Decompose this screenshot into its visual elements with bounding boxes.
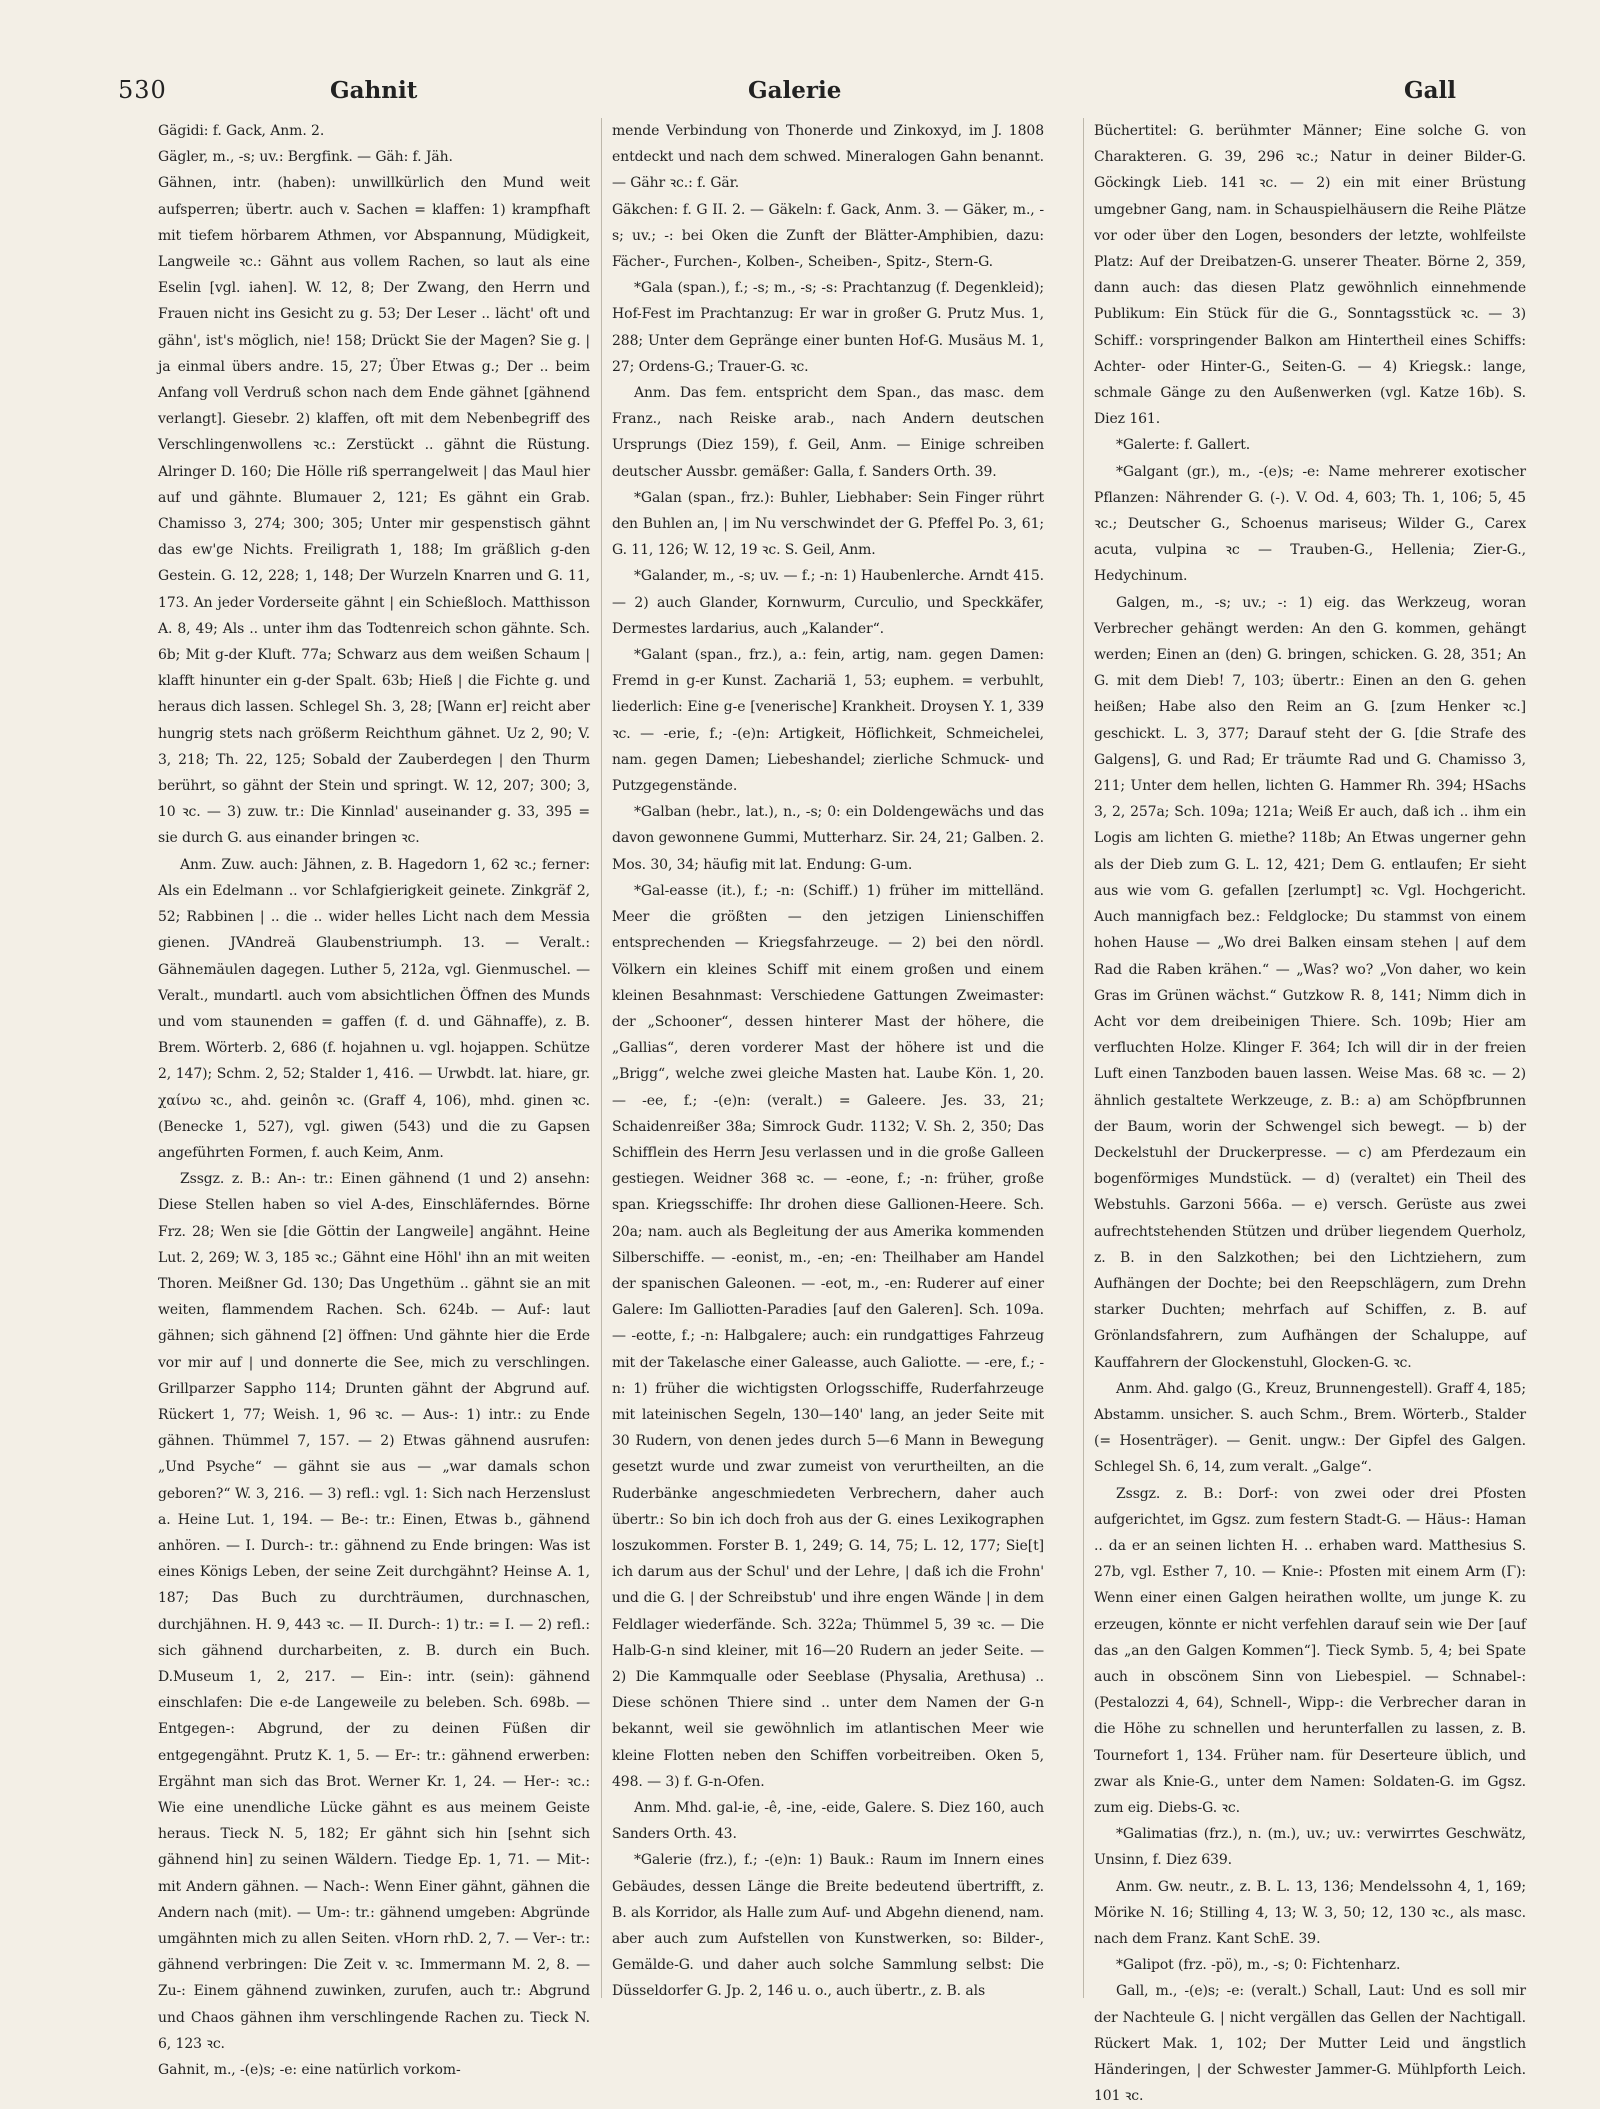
entry-note: Anm. Ahd. galgo (G., Kreuz, Brunnengestell). Graff 4, 185; Abstamm. unsicher. S. auch Schm., Brem. Wörterb., Stalder (= Hosenträger). — Genit. ungw.: Der Gipfel des Galgen. Schlegel Sh. 6, 14, zum veralt. „Galge“.	[1094, 1380, 1526, 1476]
column-divider	[601, 118, 602, 1998]
entry: Gägidi: f. Gack, Anm. 2.	[158, 123, 325, 139]
center-running-head: Galerie	[748, 76, 842, 104]
entry: Gägler, m., -s; uv.: Bergfink. — Gäh: f. Jäh.	[158, 149, 453, 166]
column-divider	[1083, 118, 1084, 1998]
entry: *Galban (hebr., lat.), n., -s; 0: ein Doldengewächs und das davon gewonnene Gummi, Mutterharz. Sir. 24, 21; Galben. 2. Mos. 30, 34; häufig mit lat. Endung: G-um.	[612, 804, 1044, 873]
entry: Büchertitel: G. berühmter Männer; Eine solche G. von Charakteren. G. 39, 296 ꝛc.; Natur in deiner Bilder-G. Göckingk Lieb. 141 ꝛc. — 2) ein mit einer Brüstung umgebner Gang, nam. in Schauspielhäusern die Reihe Plätze vor oder über den Logen, besonders der letzte, wohlfeilste Platz: Auf der Dreibatzen-G. unserer Theater. Börne 2, 359, dann auch: das diesen Platz gewöhnlich einnehmende Publikum: Ein Stück für die G., Sonntagsstück ꝛc. — 3) Schiff.: vorspringender Balkon am Hintertheil eines Schiffs: Achter- oder Hinter-G., Seiten-G. — 4) Kriegsk.: lange, schmale Gänge zu den Außenwerken (vgl. Katze 16b). S. Diez 161.	[1094, 123, 1526, 428]
text-columns	[158, 118, 1526, 2105]
right-running-head: Gall	[1403, 76, 1456, 104]
entry-compounds: Zssgz. z. B.: An-: tr.: Einen gähnend (1 und 2) ansehn: Diese Stellen haben so viel A-des, Einschläferndes. Börne Frz. 28; Wen sie [die Göttin der Langweile] angähnt. Heine Lut. 2, 269; W. 3, 185 ꝛc.; Gähnt eine Höhl' ihn an mit weiten Thoren. Meißner Gd. 130; Das Ungethüm .. gähnt sie an mit weiten, flammendem Rachen. Sch. 624b. — Auf-: laut gähnen; sich gähnend [2] öffnen: Und gähnte hier die Erde vor mir auf | und donnerte die See, mich zu verschlingen. Grillparzer Sappho 114; Drunten gähnt der Abgrund auf. Rückert 1, 77; Weish. 1, 96 ꝛc. — Aus-: 1) intr.: zu Ende gähnen. Thümmel 7, 157. — 2) Etwas gähnend ausrufen: „Und Psyche“ — gähnt sie aus — „war damals schon geboren?“ W. 3, 216. — 3) refl.: vgl. 1: Sich nach Herzenslust a. Heine Lut. 1, 194. — Be-: tr.: Einen, Etwas b., gähnend anhören. — I. Durch-: tr.: gähnend zu Ende bringen: Was ist eines Königs Leben, der seine Zeit durchgähnt? Heinse A. 1, 187; Das Buch zu durchträumen, durchnaschen, durchjähnen. H. 9, 443 ꝛc. — II. Durch-: 1) tr.: = I. — 2) refl.: sich gähnend durcharbeiten, z. B. durch ein Buch. D.Museum 1, 2, 217. — Ein-: intr. (sein): gähnend einschlafen: Die e-de Langeweile zu beleben. Sch. 698b. — Entgegen-: Abgrund, der zu deinen Füßen dir entgegengähnt. Prutz K. 1, 5. — Er-: tr.: gähnend erwerben: Ergähnt man sich das Brot. Werner Kr. 1, 24. — Her-: ꝛc.: Wie eine unendliche Lücke gähnt es aus meinem Geiste heraus. Tieck N. 5, 182; Er gähnt sich hin [sehnt sich gähnend hin] zu seinen Wäldern. Tiedge Ep. 1, 71. — Mit-: mit Andern gähnen. — Nach-: Wenn Einer gähnt, gähnen die Andern nach (mit). — Um-: tr.: gähnend umgeben: Abgründe umgähnten mich zu allen Seiten. vHorn rhD. 2, 7. — Ver-: tr.: gähnend verbringen: Die Zeit v. ꝛc. Immermann M. 2, 8. — Zu-: Einem gähnend zuwinken, zurufen, auch tr.: Abgrund und Chaos gähnen ihm verschlingende Rachen zu. Tieck N. 6, 123 ꝛc.	[158, 1171, 590, 2052]
entry: *Galerte: f. Gallert.	[1116, 437, 1251, 454]
page-header	[118, 70, 1482, 110]
left-running-head: Gahnit	[330, 76, 418, 104]
entry-note: Anm. Das fem. entspricht dem Span., das masc. dem Franz., nach Reiske arab., nach Andern deutschen Ursprungs (Diez 159), f. Geil, Anm. — Einige schreiben deutscher Aussbr. gemäßer: Galla, f. Sanders Orth. 39.	[612, 385, 1044, 480]
entry: *Galander, m., -s; uv. — f.; -n: 1) Haubenlerche. Arndt 415. — 2) auch Glander, Kornwurm, Curculio, und Speckkäfer, Dermestes lardarius, auch „Kalander“.	[612, 568, 1044, 637]
column-2	[612, 118, 1044, 1998]
entry: mende Verbindung von Thonerde und Zinkoxyd, im J. 1808 entdeckt und nach dem schwed. Mineralogen Gahn benannt. — Gähr ꝛc.: f. Gär.	[612, 123, 1044, 192]
column-3	[1094, 118, 1526, 2105]
entry: Gäkchen: f. G II. 2. — Gäkeln: f. Gack, Anm. 3. — Gäker, m., -s; uv.; -: bei Oken die Zunft der Blätter-Amphibien, dazu: Fächer-, Furchen-, Kolben-, Scheiben-, Spitz-, Stern-G.	[612, 201, 1044, 271]
entry: Gall, m., -(e)s; -e: (veralt.) Schall, Laut: Und es soll mir der Nachteule G. | nicht vergällen das Gellen der Nachtigall. Rückert Mak. 1, 102; Der Mutter Leid und ängstlich Händeringen, | der Schwester Jammer-G. Mühlpforth Leich. 101 ꝛc.	[1094, 1983, 1526, 2105]
column-1	[158, 118, 590, 2079]
entry: *Galipot (frz. -pö), m., -s; 0: Fichtenharz.	[1116, 1957, 1401, 1974]
entry: *Galimatias (frz.), n. (m.), uv.; uv.: verwirrtes Geschwätz, Unsinn, f. Diez 639.	[1094, 1826, 1526, 1869]
entry: *Galerie (frz.), f.; -(e)n: 1) Bauk.: Raum im Innern eines Gebäudes, dessen Länge die Breite bedeutend übertrifft, z. B. als Korridor, als Halle zum Auf- und Abgehn dienend, nam. aber auch zum Aufstellen von Kunstwerken, so: Bilder-, Gemälde-G. und daher auch solche Sammlung selbst: Die Düsseldorfer G. Jp. 2, 146 u. o., auch übertr., z. B. als	[612, 1852, 1044, 2000]
entry-note: Anm. Zuw. auch: Jähnen, z. B. Hagedorn 1, 62 ꝛc.; ferner: Als ein Edelmann .. vor Schlafgierigkeit geinete. Zinkgräf 2, 52; Rabbinen | .. die .. wider helles Licht nach dem Messia gienen. JVAndreä Glaubenstriumph. 13. — Veralt.: Gähnemäulen dagegen. Luther 5, 212a, vgl. Gienmuschel. — Veralt., mundartl. auch vom absichtlichen Öffnen des Munds und vom staunenden = gaffen (f. d. und Gähnaffe), z. B. Brem. Wörterb. 2, 686 (f. hojahnen u. vgl. hojappen. Schütze 2, 147); Schm. 2, 52; Stalder 1, 416. — Urwbdt. lat. hiare, gr. χαίνω ꝛc., ahd. geinôn ꝛc. (Graff 4, 106), mhd. ginen ꝛc. (Benecke 1, 527), vgl. giwen (543) und die zu Gapsen angeführten Formen, f. auch Keim, Anm.	[158, 856, 590, 1161]
entry: *Gala (span.), f.; -s; m., -s; -s: Prachtanzug (f. Degenkleid); Hof-Fest im Prachtanzug: Er war in großer G. Prutz Mus. 1, 288; Unter dem Gepränge einer bunten Hof-G. Musäus M. 1, 27; Ordens-G.; Trauer-G. ꝛc.	[612, 280, 1044, 375]
entry: Gähnen, intr. (haben): unwillkürlich den Mund weit aufsperren; übertr. auch v. Sachen = klaffen: 1) krampfhaft mit tiefem hörbarem Athmen, vor Abspannung, Müdigkeit, Langweile ꝛc.: Gähnt aus vollem Rachen, so laut als eine Eselin [vgl. iahen]. W. 12, 8; Der Zwang, den Herrn und Frauen nicht ins Gesicht zu g. 53; Der Leser .. lächt' oft und gähn', ist's möglich, nie! 158; Drückt Sie der Magen? Sie g. | ja einmal übers andre. 15, 27; Über Etwas g.; Der .. beim Anfang voll Verdruß schon nach dem Ende gähnet [gähnend verlangt]. Giesebr. 2) klaffen, oft mit dem Nebenbegriff des Verschlingenwollens ꝛc.: Zerstückt .. gähnt die Rüstung. Alringer D. 160; Die Hölle riß sperrangelweit | das Maul hier auf und gähnte. Blumauer 2, 121; Es gähnt ein Grab. Chamisso 3, 274; 300; 305; Unter mir gespenstisch gähnt das ew'ge Nichts. Freiligrath 1, 188; Im gräßlich g-den Gestein. G. 12, 228; 1, 148; Der Wurzeln Knarren und G. 11, 173. An jeder Vorderseite gähnt | ein Schießloch. Matthisson A. 8, 49; Als .. unter ihm das Todtenreich schon gähnte. Sch. 6b; Mit g-der Kluft. 77a; Schwarz aus dem weißen Schaum | klafft hinunter ein g-der Spalt. 63b; Hieß | die Fichte g. und heraus dich lassen. Schlegel Sh. 3, 28; [Wann er] reicht aber hungrig stets nach größerm Reichthum gähnet. Uz 2, 90; V. 3, 218; Th. 22, 125; Sobald der Zauberdegen | den Thurm berührt, so gähnt der Stein und springt. W. 12, 207; 300; 3, 10 ꝛc. — 3) zuw. tr.: Die Kinnlad' auseinander g. 33, 395 = sie durch G. aus einander bringen ꝛc.	[158, 175, 590, 847]
entry-note: Anm. Mhd. gal-ie, -ê, -ine, -eide, Galere. S. Diez 160, auch Sanders Orth. 43.	[612, 1800, 1044, 1843]
entry: *Gal-easse (it.), f.; -n: (Schiff.) 1) früher im mittelländ. Meer die größten — den jetzigen Linienschiffen entsprechenden — Kriegsfahrzeuge. — 2) bei den nördl. Völkern ein kleines Schiff mit einem großen und einem kleinen Besahnmast: Verschiedene Gattungen Zweimaster: der „Schooner“, dessen hinterer Mast der höhere, die „Gallias“, deren vorderer Mast der höhere ist und die „Brigg“, welche zwei gleiche Masten hat. Laube Kön. 1, 20. — -ee, f.; -(e)n: (veralt.) = Galeere. Jes. 33, 21; Schaidenreißer 38a; Simrock Gudr. 1132; V. Sh. 2, 350; Das Schifflein des Herrn Jesu verlassen und in die große Galleen gestiegen. Weidner 368 ꝛc. — -eone, f.; -n: früher, große span. Kriegsschiffe: Ihr drohen diese Gallionen-Heere. Sch. 20a; nam. auch als Begleitung der aus Amerika kommenden Silberschiffe. — -eonist, m., -en; -en: Theilhaber am Handel der spanischen Galeonen. — -eot, m., -en: Ruderer auf einer Galere: Im Galliotten-Paradies [auf den Galeren]. Sch. 109a. — -eotte, f.; -n: Halbgalere; auch: ein rundgattiges Fahrzeug mit der Takelasche einer Galeasse, auch Galiotte. — -ere, f.; -n: 1) früher die wichtigsten Orlogsschiffe, Ruderfahrzeuge mit lateinischen Segeln, 130—140' lang, an jeder Seite mit 30 Rudern, von denen jedes durch 5—6 Mann in Bewegung gesetzt wurde und zwar zumeist von verurtheilten, an die Ruderbänke angeschmiedeten Verbrechern, daher auch übertr.: So bin ich doch froh aus der G. eines Lexikographen loszukommen. Forster B. 1, 249; G. 14, 75; L. 12, 177; Sie[t] ich darum aus der Schul' und der Lehre, | daß ich die Frohn' und die G. | der Schreibstub' und ihre engen Wände | in dem Feldlager wiederfände. Sch. 322a; Thümmel 5, 39 ꝛc. — Die Halb-G-n sind kleiner, mit 16—20 Rudern an jeder Seite. — 2) Die Kammqualle oder Seeblase (Physalia, Arethusa) .. Diese schönen Thiere sind .. unter dem Namen der G-n bekannt, weil sie gewöhnlich im atlantischen Meer wie kleine Flotten neben den Schiffen vorbeitreiben. Oken 5, 498. — 3) f. G-n-Ofen.	[612, 882, 1044, 1790]
page-number: 530	[118, 76, 167, 104]
entry: Gahnit, m., -(e)s; -e: eine natürlich vorkom-	[158, 2062, 461, 2079]
entry: *Galan (span., frz.): Buhler, Liebhaber: Sein Finger rührt den Buhlen an, | im Nu verschwindet der G. Pfeffel Po. 3, 61; G. 11, 126; W. 12, 19 ꝛc. S. Geil, Anm.	[612, 489, 1044, 559]
entry: *Galant (span., frz.), a.: fein, artig, nam. gegen Damen: Fremd in g-er Kunst. Zachariä 1, 53; euphem. = verbuhlt, liederlich: Eine g-e [venerische] Krankheit. Droysen Y. 1, 339 ꝛc. — -erie, f.; -(e)n: Artigkeit, Höflichkeit, Schmeichelei, nam. gegen Damen; Liebeshandel; zierliche Schmuck- und Putzgegenstände.	[612, 647, 1044, 795]
entry: *Galgant (gr.), m., -(e)s; -e: Name mehrerer exotischer Pflanzen: Nährender G. (-). V. Od. 4, 603; Th. 1, 106; 5, 45 ꝛc.; Deutscher G., Schoenus mariseus; Wilder G., Carex acuta, vulpina ꝛc — Trauben-G., Hellenia; Zier-G., Hedychinum.	[1094, 463, 1526, 585]
entry-compounds: Zssgz. z. B.: Dorf-: von zwei oder drei Pfosten aufgerichtet, im Ggsz. zum festern Stadt-G. — Häus-: Haman .. da er an seinen lichten H. .. erhaben ward. Matthesius S. 27b, vgl. Esther 7, 10. — Knie-: Pfosten mit einem Arm (Γ): Wenn einer einen Galgen heirathen wollte, um junge K. zu erzeugen, könnte er nicht verfehlen darauf sein wie Der [auf das „an den Galgen Kommen“]. Tieck Symb. 5, 4; bei Spate auch in obscönem Sinn von Liebespiel. — Schnabel-: (Pestalozzi 4, 64), Schnell-, Wipp-: die Verbrecher daran in die Höhe zu schnellen und herunterfallen zu lassen, z. B. Tournefort 1, 134. Früher nam. für Deserteure üblich, und zwar als Knie-G., unter dem Namen: Soldaten-G. im Ggsz. zum eig. Diebs-G. ꝛc.	[1094, 1485, 1526, 1816]
entry: Galgen, m., -s; uv.; -: 1) eig. das Werkzeug, woran Verbrecher gehängt werden: An den G. kommen, gehängt werden; Einen an (den) G. bringen, schicken. G. 28, 351; An G. mit dem Dieb! 7, 103; übertr.: Einen an den G. gehen heißen; Habe also den Reim an G. [zum Henker ꝛc.] geschickt. L. 3, 377; Darauf steht der G. [die Strafe des Galgens], G. und Rad; Er träumte Rad und G. Chamisso 3, 211; Unter dem hellen, lichten G. Hammer Rh. 394; HSachs 3, 2, 257a; Sch. 109a; 121a; Weiß Er auch, daß ich .. ihm ein Logis am lichten G. miethe? 118b; An Etwas ungerner gehn als der Dieb zum G. L. 12, 421; Dem G. entlaufen; Er sieht aus wie vom G. gefallen [zerlumpt] ꝛc. Vgl. Hochgericht. Auch mannigfach bez.: Feldglocke; Du stammst von einem hohen Hause — „Wo drei Balken einsam stehen | auf dem Rad die Raben krähen.“ — „Was? wo? „Von daher, wo kein Gras im Grünen wächst.“ Gutzkow R. 8, 141; Nimm dich in Acht vor dem dreibeinigen Thiere. Sch. 109b; Hier am verfluchten Holze. Klinger F. 364; Ich will dir in der freien Luft einen Tanzboden bauen lassen. Weise Mas. 68 ꝛc. — 2) ähnlich gestaltete Werkzeuge, z. B.: a) am Schöpfbrunnen der Baum, worin der Schwengel sich bewegt. — b) der Deckelstuhl der Druckerpresse. — c) am Pferdezaum ein bogenförmiges Mundstück. — d) (veraltet) ein Theil des Webstuhls. Garzoni 566a. — e) versch. Gerüste aus zwei aufrechtstehenden Stützen und drüber liegendem Querholz, z. B. in den Salzkothen; bei den Lichtziehern, zum Aufhängen der Dochte; bei den Reepschlägern, zum Drehn starker Duchten; mehrfach auf Schiffen, z. B. auf Grönlandsfahrern, zum Aufhängen der Schaluppe, auf Kauffahrern der Glockenstuhl, Glocken-G. ꝛc.	[1094, 594, 1526, 1371]
entry-note: Anm. Gw. neutr., z. B. L. 13, 136; Mendelssohn 4, 1, 169; Mörike N. 16; Stilling 4, 13; W. 3, 50; 12, 130 ꝛc., als masc. nach dem Franz. Kant SchE. 39.	[1094, 1878, 1526, 1948]
